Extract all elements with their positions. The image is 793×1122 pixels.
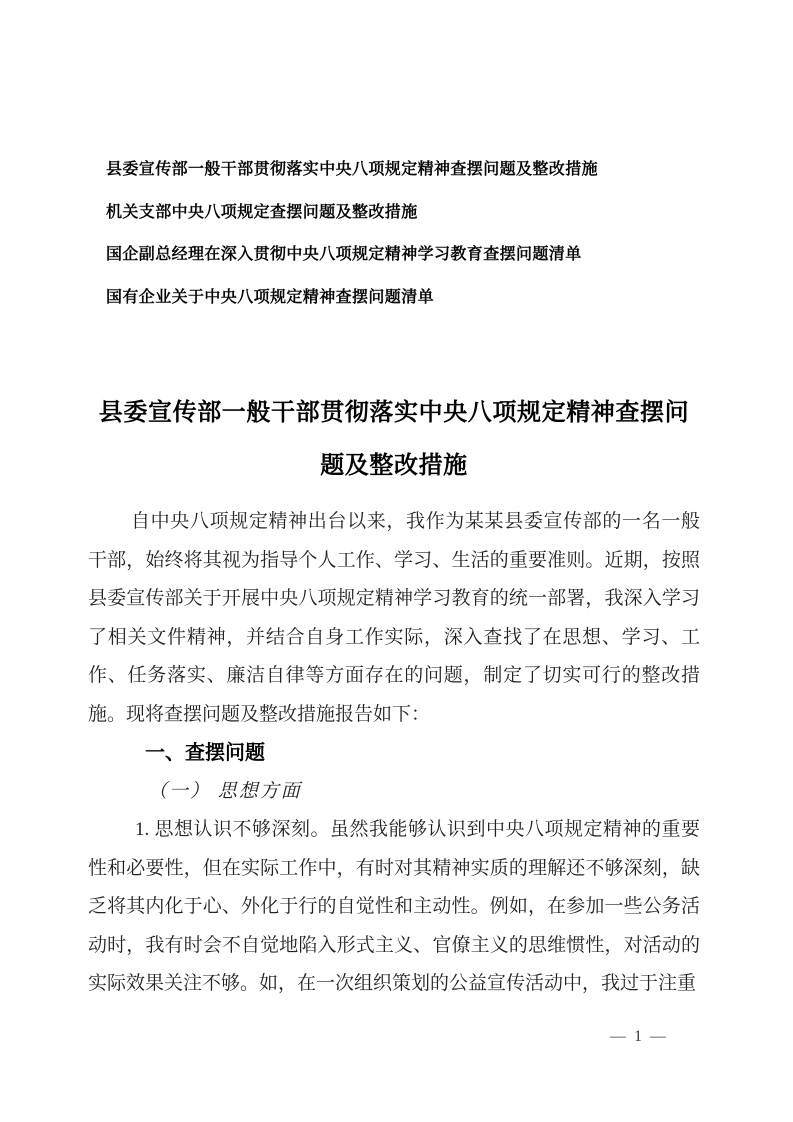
related-document-link[interactable]: 国企副总经理在深入贯彻中央八项规定精神学习教育查摆问题清单	[106, 246, 582, 263]
page-number: — 1 —	[610, 1028, 668, 1045]
related-document-link[interactable]: 机关支部中央八项规定查摆问题及整改措施	[106, 203, 418, 221]
section-1-item-1: 1. 思想认识不够深刻。虽然我能够认识到中央八项规定精神的重要性和必要性，但在实际工作中，有时对其精神实质的理解还不够深刻，缺乏将其内化于心、外化于行的自觉性和主动性。例如，在参加一些公务活动时，我有时会不自觉地陷入形式主义、官僚主义的思维惯性，对活动的实际效果关注不够。如，在一次组织策划的公益宣传活动中，我过于注重	[88, 819, 700, 994]
section-1-heading: 一、查摆问题	[145, 742, 265, 764]
document-body	[88, 503, 700, 1004]
document-title: 县委宣传部一般干部贯彻落实中央八项规定精神查摆问题及整改措施	[98, 399, 690, 480]
related-documents-list	[106, 149, 743, 319]
related-document-link[interactable]: 国有企业关于中央八项规定精神查摆问题清单	[106, 288, 435, 306]
intro-paragraph: 自中央八项规定精神出台以来，我作为某某县委宣传部的一名一般干部，始终将其视为指导个人工作、学习、生活的重要准则。近期，按照县委宣传部关于开展中央八项规定精神学习教育的统一部署，我深入学习了相关文件精神，并结合自身工作实际，深入查找了在思想、学习、工作、任务落实、廉洁自律等方面存在的问题，制定了切实可行的整改措施。现将查摆问题及整改措施报告如下：	[88, 511, 700, 725]
related-document-link[interactable]: 县委宣传部一般干部贯彻落实中央八项规定精神查摆问题及整改措施	[106, 161, 599, 178]
section-1-subheading: （一） 思想方面	[148, 780, 302, 802]
